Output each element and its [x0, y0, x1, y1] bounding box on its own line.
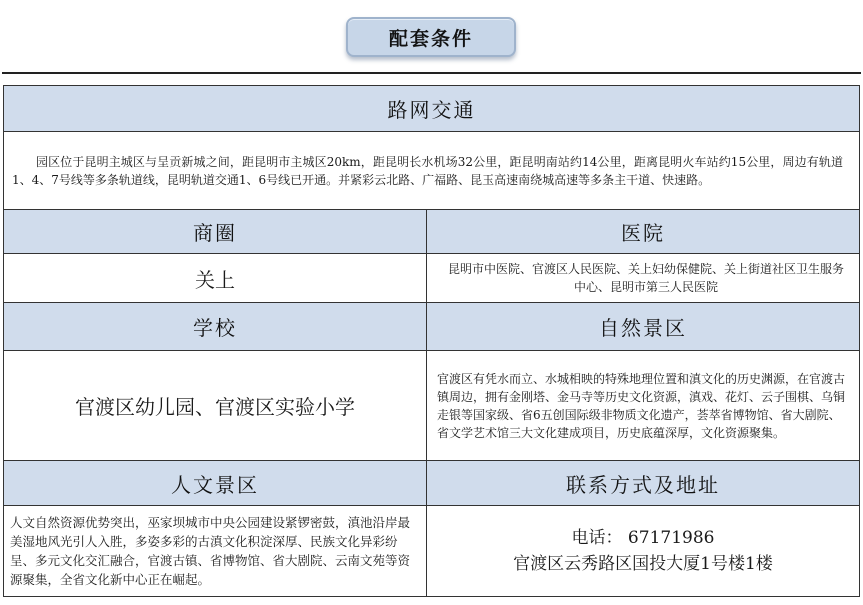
culture-header: 人文景区 [4, 461, 427, 506]
page-title: 配套条件 [346, 17, 516, 57]
title-divider [2, 72, 861, 74]
traffic-text: 园区位于昆明主城区与呈贡新城之间，距昆明市主城区20km，距昆明长水机场32公里，距昆明南站约14公里，距离昆明火车站约15公里，周边有轨道1、4、7号线等多条轨道线，昆明轨道交通1、6号线已开通。并紧彩云北路、广福路、昆玉高速南绕城高速等多条主干道、快速路。 [12, 154, 843, 187]
business-header: 商圈 [4, 210, 427, 254]
traffic-header: 路网交通 [4, 86, 859, 132]
hospital-header: 医院 [427, 210, 859, 254]
contact-cell [427, 506, 859, 596]
business-text: 关上 [4, 254, 427, 303]
school-header: 学校 [4, 303, 427, 351]
culture-text: 人文自然资源优势突出，巫家坝城市中央公园建设紧锣密鼓，滇池沿岸最美湿地风光引人入胜，多姿多彩的古滇文化积淀深厚、民族文化异彩纷呈、多元文化交汇融合，官渡古镇、省博物馆、省大剧院、云南文苑等资源聚集，全省文化新中心正在崛起。 [4, 506, 427, 596]
facilities-table [3, 85, 860, 597]
traffic-cell [4, 132, 859, 210]
school-text: 官渡区幼儿园、官渡区实验小学 [4, 351, 427, 461]
contact-phone: 电话： 67171986 [571, 528, 715, 548]
hospital-text: 昆明市中医院、官渡区人民医院、关上妇幼保健院、关上街道社区卫生服务中心、昆明市第三人民医院 [427, 254, 859, 303]
scenic-header: 自然景区 [427, 303, 859, 351]
scenic-text: 官渡区有凭水而立、水城相映的特殊地理位置和滇文化的历史渊源，在官渡古镇周边，拥有金刚塔、金马寺等历史文化资源，滇戏、花灯、云子围棋、乌铜走银等国家级、省6五创国际级非物质文化遗产，荟萃省博物馆、省大剧院、省文学艺术馆三大文化建成项目，历史底蕴深厚，文化资源聚集。 [427, 351, 859, 461]
contact-header: 联系方式及地址 [427, 461, 859, 506]
contact-address: 官渡区云秀路区国投大厦1号楼1楼 [513, 554, 773, 574]
